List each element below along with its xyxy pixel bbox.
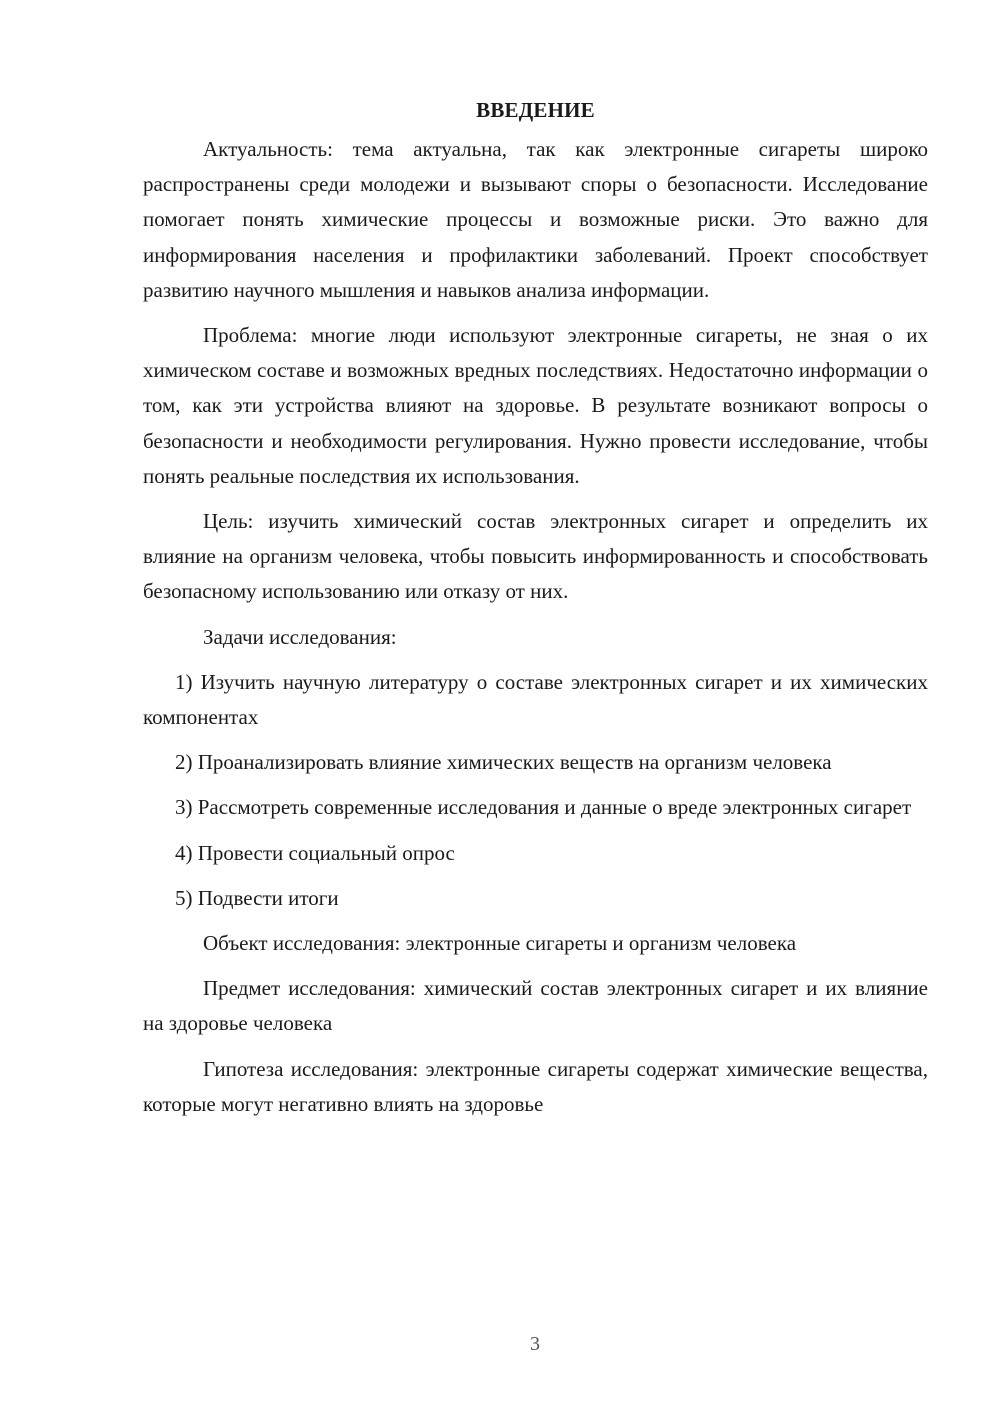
- task-item: 3) Рассмотреть современные исследования и данные о вреде электронных сигарет: [175, 795, 912, 820]
- task-item: 4) Провести социальный опрос: [175, 840, 455, 865]
- goal-paragraph: Цель: изучить химический состав электронных сигарет и определить их влияние на организм человека, чтобы повысить информированность и способствовать безопасному использованию или отказу от них.: [143, 509, 928, 604]
- subject-paragraph: Предмет исследования: химический состав электронных сигарет и их влияние на здоровье человека: [143, 976, 928, 1036]
- object-paragraph: Объект исследования: электронные сигареты и организм человека: [203, 931, 797, 956]
- page-number: 3: [530, 1333, 540, 1355]
- task-item: 2) Проанализировать влияние химических веществ на организм человека: [175, 750, 832, 775]
- page-title: ВВЕДЕНИЕ: [476, 98, 595, 122]
- problem-paragraph: Проблема: многие люди используют электронные сигареты, не зная о их химическом составе и возможных вредных последствиях. Недостаточно информации о том, как эти устройства влияют на здоровье. В результате возникают вопросы о безопасности и необходимости регулирования. Нужно провести исследование, чтобы понять реальные последствия их использования.: [143, 323, 928, 488]
- tasks-heading: Задачи исследования:: [203, 624, 397, 649]
- document-page: [143, 93, 928, 1132]
- relevance-paragraph: Актуальность: тема актуальна, так как электронные сигареты широко распространены среди молодежи и вызывают споры о безопасности. Исследование помогает понять химические процессы и возможные риски. Это важно для информирования населения и профилактики заболеваний. Проект способствует развитию научного мышления и навыков анализа информации.: [143, 137, 928, 302]
- task-item: 5) Подвести итоги: [175, 885, 339, 910]
- task-item: 1) Изучить научную литературу о составе электронных сигарет и их химических компонентах: [143, 669, 928, 730]
- hypothesis-paragraph: Гипотеза исследования: электронные сигареты содержат химические вещества, которые могут негативно влиять на здоровье: [143, 1056, 928, 1116]
